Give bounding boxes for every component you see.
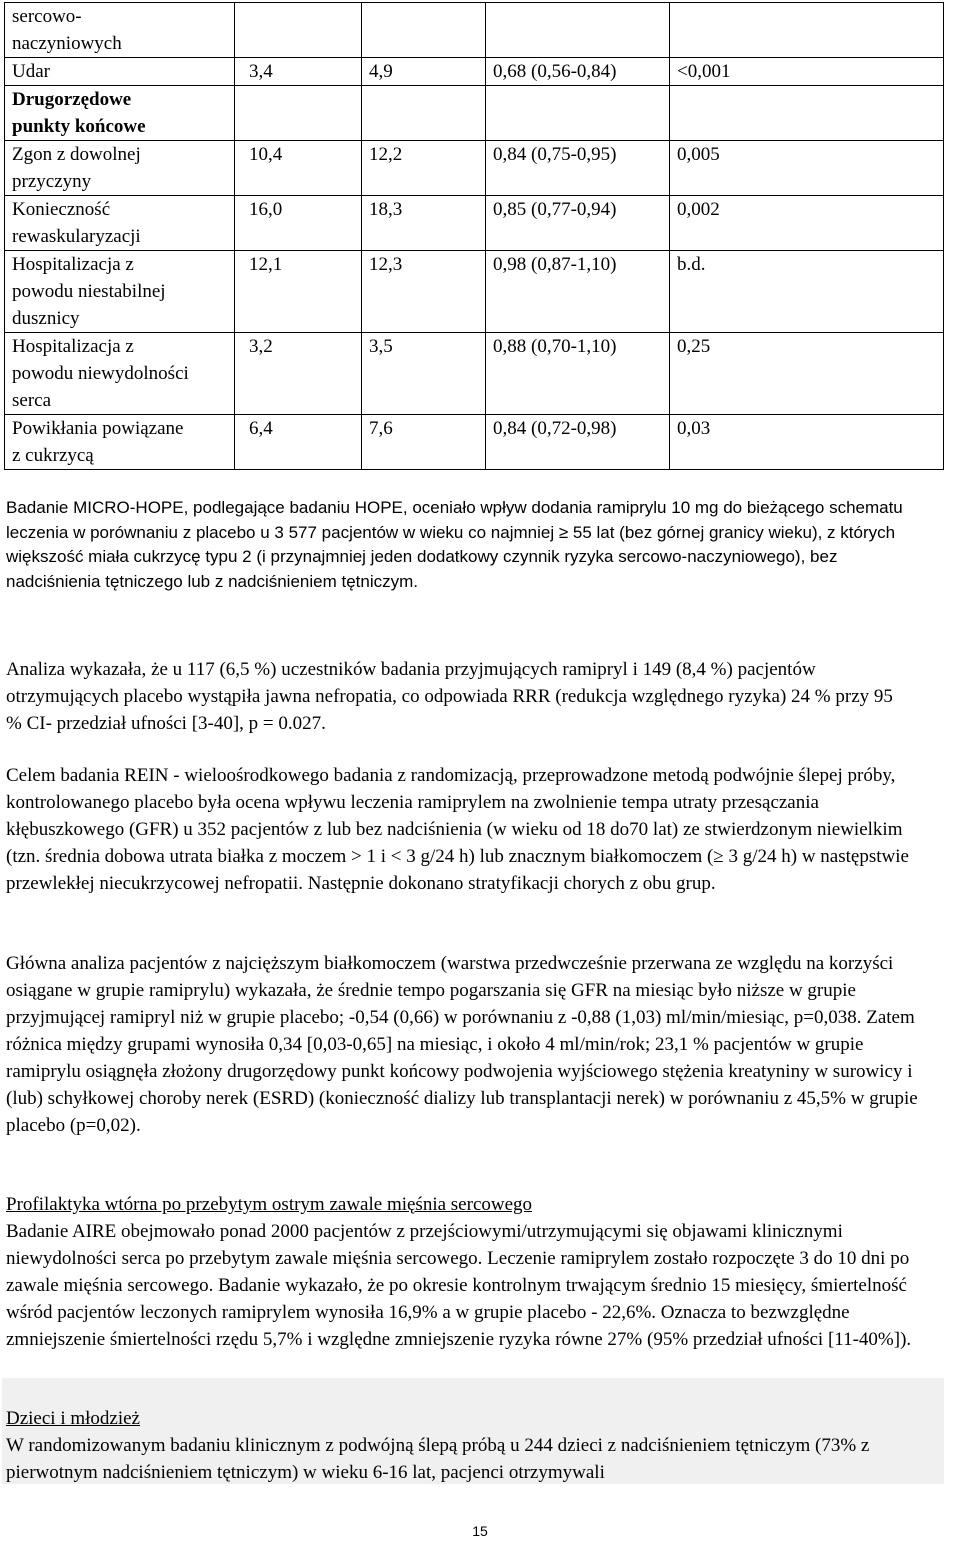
value-placebo: 4,9 (362, 58, 486, 86)
value-hr-ci: 0,84 (0,75-0,95) (486, 141, 670, 196)
value-placebo: 12,2 (362, 141, 486, 196)
value-ramipril: 3,4 (235, 58, 362, 86)
value-p: 0,005 (670, 141, 944, 196)
value-placebo (362, 3, 486, 58)
section-heading-profilaktyka: Profilaktyka wtórna po przebytym ostrym zawale mięśnia sercowego (6, 1194, 533, 1215)
table-row (5, 196, 944, 251)
value-ramipril: 6,4 (235, 415, 362, 470)
value-placebo: 18,3 (362, 196, 486, 251)
row-label: Hospitalizacja z powodu niewydolności serca (5, 333, 235, 415)
table-row (5, 251, 944, 333)
value-ramipril: 16,0 (235, 196, 362, 251)
value-p: 0,25 (670, 333, 944, 415)
value-hr-ci: 0,88 (0,70-1,10) (486, 333, 670, 415)
value-placebo (362, 86, 486, 141)
value-hr-ci: 0,85 (0,77-0,94) (486, 196, 670, 251)
row-label: Hospitalizacja z powodu niestabilnej dusznicy (5, 251, 235, 333)
value-ramipril: 12,1 (235, 251, 362, 333)
value-ramipril: 10,4 (235, 141, 362, 196)
analiza-paragraph: Analiza wykazała, że u 117 (6,5 %) uczestników badania przyjmujących ramipryl i 149 (8,4 %) pacjentów otrzymujących placebo wystąpiła jawna nefropatia, co odpowiada RRR (redukcja względnego ryzyka) 24 % przy 95 % CI- przedział ufności [3-40], p = 0.027. (6, 659, 893, 734)
row-label: Udar (5, 58, 235, 86)
row-label: Konieczność rewaskularyzacji (5, 196, 235, 251)
value-hr-ci (486, 86, 670, 141)
value-hr-ci: 0,84 (0,72-0,98) (486, 415, 670, 470)
value-p (670, 86, 944, 141)
row-label: sercowo- naczyniowych (5, 3, 235, 58)
value-hr-ci: 0,68 (0,56-0,84) (486, 58, 670, 86)
value-placebo: 3,5 (362, 333, 486, 415)
value-p: <0,001 (670, 58, 944, 86)
table-row (5, 333, 944, 415)
dzieci-section (6, 1405, 946, 1486)
value-hr-ci (486, 3, 670, 58)
table-row (5, 58, 944, 86)
row-label: Powikłania powiązane z cukrzycą (5, 415, 235, 470)
value-ramipril (235, 3, 362, 58)
table-row (5, 415, 944, 470)
value-ramipril (235, 86, 362, 141)
table-row (5, 3, 944, 58)
value-ramipril: 3,2 (235, 333, 362, 415)
row-label: Drugorzędowe punkty końcowe (5, 86, 235, 141)
rein-paragraph: Celem badania REIN - wieloośrodkowego badania z randomizacją, przeprowadzone metodą podwójnie ślepej próby, kontrolowanego placebo była ocena wpływu leczenia ramiprylem na zwolnienie tempa utraty przesączania kłębuszkowego (GFR) u 352 pacjentów z lub bez nadciśnienia (w wieku od 18 do70 lat) ze stwierdzonym niewielkim (tzn. średnia dobowa utrata białka z moczem > 1 i < 3 g/24 h) lub znacznym białkomoczem (≥ 3 g/24 h) w następstwie przewlekłej niecukrzycowej nefropatii. Następnie dokonano stratyfikacji chorych z obu grup. (6, 765, 909, 894)
table-row (5, 141, 944, 196)
section-heading-dzieci: Dzieci i młodzież (6, 1408, 140, 1429)
glowna-analiza-paragraph: Główna analiza pacjentów z najcięższym białkomoczem (warstwa przedwcześnie przerwana ze względu na korzyści osiągane w grupie ramiprylu) wykazała, że średnie tempo pogarszania się GFR na miesiąc było niższe w grupie przyjmującej ramipryl niż w grupie placebo; -0,54 (0,66) w porównaniu z -0,88 (1,03) ml/min/miesiąc, p=0,038. Zatem różnica między grupami wynosiła 0,34 [0,03-0,65] na miesiąc, i około 4 ml/min/rok; 23,1 % pacjentów w grupie ramiprylu osiągnęła złożony drugorzędowy punkt końcowy podwojenia wyjściowego stężenia kreatyniny w surowicy i (lub) schyłkowej choroby nerek (ESRD) (konieczność dializy lub transplantacji nerek) w porównaniu z 45,5% w grupie placebo (p=0,02). (6, 953, 918, 1136)
aire-paragraph: Badanie AIRE obejmowało ponad 2000 pacjentów z przejściowymi/utrzymującymi się objawami klinicznymi niewydolności serca po przebytym zawale mięśnia sercowego. Leczenie ramiprylem zostało rozpoczęte 3 do 10 dni po zawale mięśnia sercowego. Badanie wykazało, że po okresie kontrolnym trwającym średnio 15 miesięcy, śmiertelność wśród pacjentów leczonych ramiprylem wynosiła 16,9% a w grupie placebo - 22,6%. Oznacza to bezwzględne zmniejszenie śmiertelności rzędu 5,7% i względne zmniejszenie ryzyka równe 27% (95% przedział ufności [11-40%]). (6, 1221, 912, 1350)
value-p: 0,002 (670, 196, 944, 251)
row-label: Zgon z dowolnej przyczyny (5, 141, 235, 196)
table-row (5, 86, 944, 141)
dzieci-paragraph: W randomizowanym badaniu klinicznym z podwójną ślepą próbą u 244 dzieci z nadciśnieniem tętniczym (73% z pierwotnym nadciśnieniem tętniczym) w wieku 6-16 lat, pacjenci otrzymywali (6, 1435, 870, 1483)
profilaktyka-section (6, 1191, 946, 1353)
value-p (670, 3, 944, 58)
value-p: b.d. (670, 251, 944, 333)
value-placebo: 7,6 (362, 415, 486, 470)
page-number: 15 (472, 1523, 488, 1539)
micro-hope-paragraph: Badanie MICRO-HOPE, podlegające badaniu HOPE, oceniało wpływ dodania ramiprylu 10 mg do bieżącego schematu leczenia w porównaniu z placebo u 3 577 pacjentów w wieku co najmniej ≥ 55 lat (bez górnej granicy wieku), z których większość miała cukrzycę typu 2 (i przynajmniej jeden dodatkowy czynnik ryzyka sercowo-naczyniowego), bez nadciśnienia tętniczego lub z nadciśnieniem tętniczym. (6, 498, 903, 591)
value-placebo: 12,3 (362, 251, 486, 333)
value-hr-ci: 0,98 (0,87-1,10) (486, 251, 670, 333)
value-p: 0,03 (670, 415, 944, 470)
results-table (4, 2, 944, 470)
